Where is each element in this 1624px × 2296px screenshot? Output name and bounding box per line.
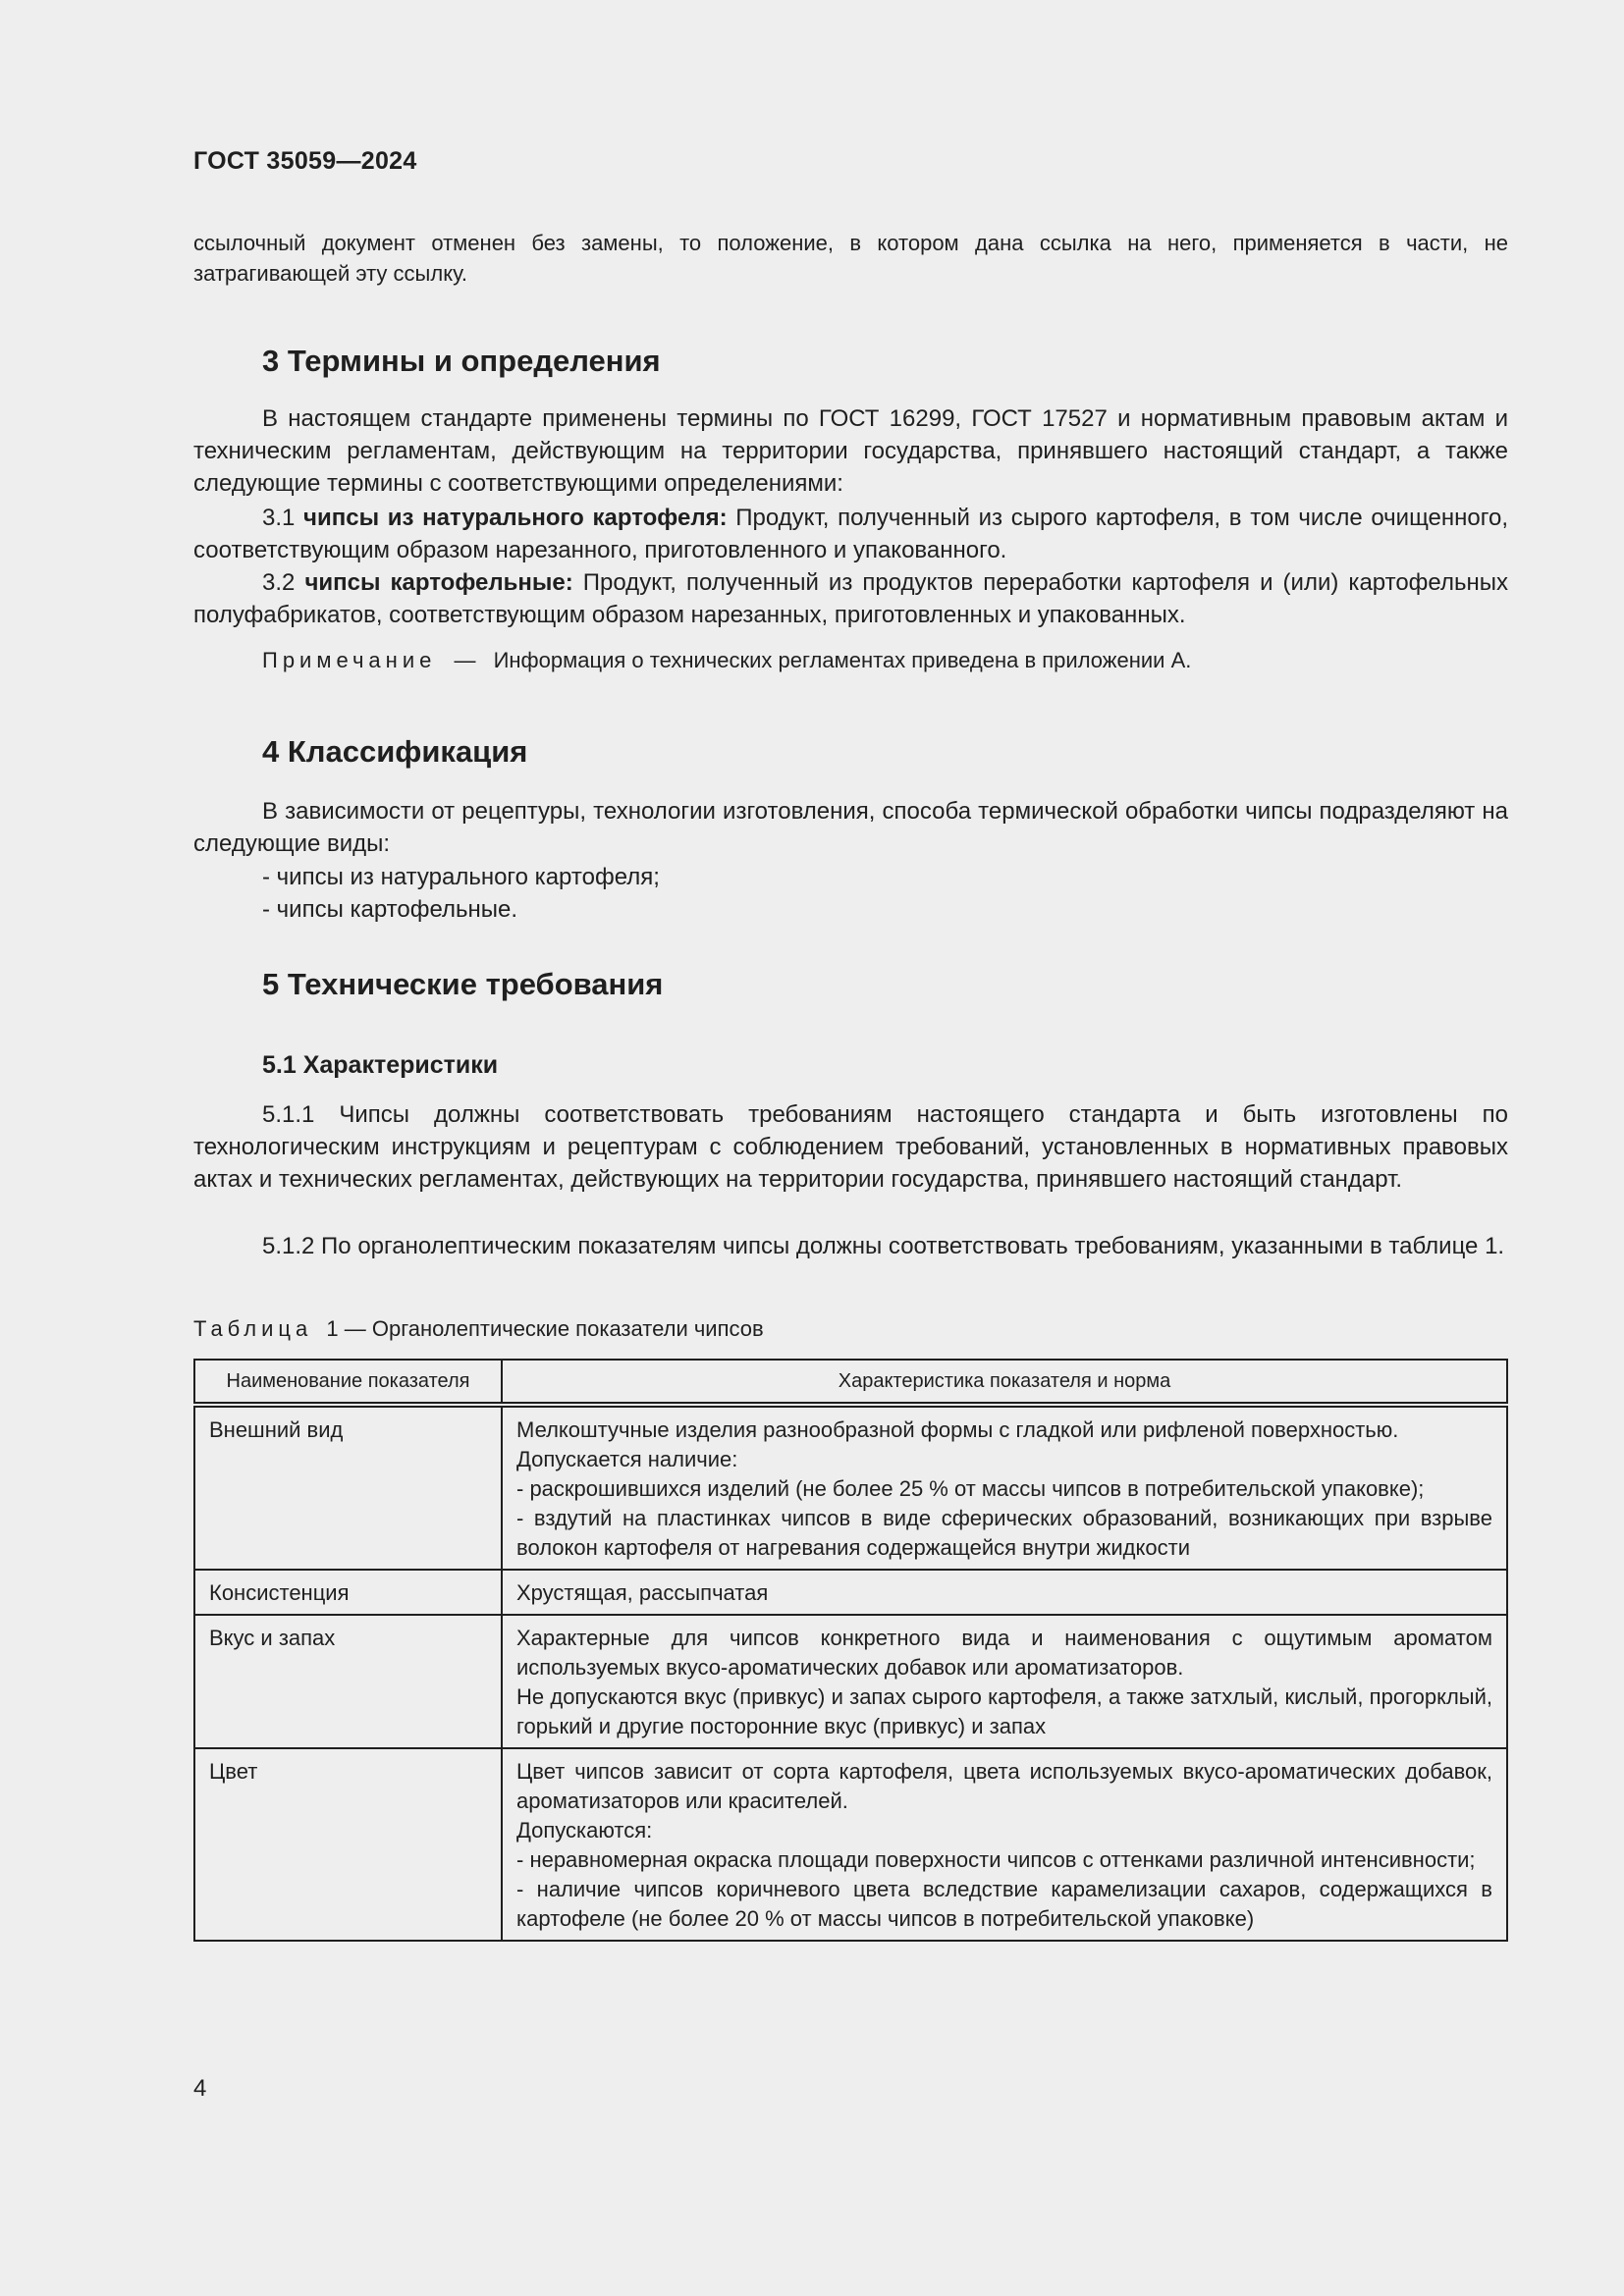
table-caption-label: Таблица (193, 1316, 313, 1341)
table-cell-description (502, 1748, 1507, 1941)
table-cell-line: - наличие чипсов коричневого цвета вследствие карамелизации сахаров, содержащихся в картофеле (не более 20 % от массы чипсов в потребительской упаковке) (516, 1877, 1492, 1931)
table-cell-line: Не допускаются вкус (привкус) и запах сырого картофеля, а также затхлый, кислый, прогорклый, горький и другие посторонние вкус (привкус) и запах (516, 1684, 1492, 1738)
table-cell-description (502, 1615, 1507, 1748)
list-item: - чипсы из натурального картофеля; (262, 864, 660, 890)
table-caption (193, 1316, 764, 1342)
section-3-heading: 3 Термины и определения (262, 344, 661, 378)
section-3-paragraph: В настоящем стандарте применены термины по ГОСТ 16299, ГОСТ 17527 и нормативным правовым актам и техническим регламентам, действующим на территории государства, принявшего настоящий стандарт, а также следующие термины с соответствующими определениями: (193, 405, 1508, 497)
table-cell-line: - неравномерная окраска площади поверхности чипсов с оттенками различной интенсивности; (516, 1847, 1476, 1872)
table-row (194, 1570, 1507, 1615)
table-cell-line: Характерные для чипсов конкретного вида и наименования с ощутимым ароматом используемых вкусо-ароматических добавок или ароматизаторов. (516, 1626, 1492, 1680)
subsection-5-1-heading: 5.1 Характеристики (262, 1051, 499, 1079)
note (262, 648, 1191, 673)
list-item: - чипсы картофельные. (262, 896, 518, 923)
table-row (194, 1748, 1507, 1941)
paragraph-5-1-1: 5.1.1 Чипсы должны соответствовать требованиям настоящего стандарта и быть изготовлены по технологическим инструкциям и рецептурам с соблюдением требований, установленных в нормативных правовых актах и технических регламентах, действующих на территории государства, принявшего настоящий стандарт. (193, 1101, 1508, 1193)
table-cell-indicator: Цвет (194, 1748, 502, 1941)
table-cell-description (502, 1570, 1507, 1615)
document-header-title: ГОСТ 35059—2024 (193, 147, 417, 175)
term-3-2-number: 3.2 (262, 569, 296, 596)
term-3-2-term: чипсы картофельные: (304, 569, 573, 596)
table-header-cell: Наименование показателя (194, 1360, 502, 1405)
term-3-1-term: чипсы из натурального картофеля: (303, 505, 728, 531)
table-cell-indicator: Внешний вид (194, 1405, 502, 1570)
table-cell-indicator: Вкус и запах (194, 1615, 502, 1748)
table-cell-description (502, 1405, 1507, 1570)
table-row (194, 1615, 1507, 1748)
term-3-2-definition: Продукт, полученный из продуктов переработки картофеля и (или) картофельных полуфабрикатов, соответствующим образом нарезанных, приготовленных и упакованных. (193, 569, 1508, 628)
section-5-heading: 5 Технические требования (262, 967, 664, 1001)
table-cell-line: - вздутий на пластинках чипсов в виде сферических образований, возникающих при взрыве волокон картофеля от нагревания содержащейся внутри жидкости (516, 1506, 1492, 1560)
table-cell-line: Допускается наличие: (516, 1447, 738, 1471)
table-caption-text: 1 — Органолептические показатели чипсов (326, 1316, 764, 1341)
table-header-cell: Характеристика показателя и норма (502, 1360, 1507, 1405)
paragraph-5-1-2: 5.1.2 По органолептическим показателям чипсы должны соответствовать требованиям, указанными в таблице 1. (262, 1233, 1505, 1259)
note-dash: — (454, 648, 476, 672)
document-page (193, 0, 1508, 2296)
table-header-row (194, 1360, 1507, 1405)
continued-paragraph: ссылочный документ отменен без замены, то положение, в котором дана ссылка на него, применяется в части, не затрагивающей эту ссылку. (193, 231, 1508, 286)
table-cell-line: Хрустящая, рассыпчатая (516, 1580, 769, 1605)
table-cell-line: Цвет чипсов зависит от сорта картофеля, цвета используемых вкусо-ароматических добавок, ароматизаторов или красителей. (516, 1759, 1492, 1813)
table-cell-line: Допускаются: (516, 1818, 653, 1842)
term-3-1-number: 3.1 (262, 505, 296, 531)
table-row (194, 1405, 1507, 1570)
table-cell-line: - раскрошившихся изделий (не более 25 % от массы чипсов в потребительской упаковке); (516, 1476, 1425, 1501)
organoleptic-table (193, 1359, 1508, 1942)
note-text: Информация о технических регламентах приведена в приложении А. (493, 648, 1192, 672)
note-label: Примечание (262, 648, 437, 672)
term-3-1-definition: Продукт, полученный из сырого картофеля, в том числе очищенного, соответствующим образом нарезанного, приготовленного и упакованного. (193, 505, 1509, 563)
table-cell-line: Мелкоштучные изделия разнообразной формы с гладкой или рифленой поверхностью. (516, 1417, 1399, 1442)
term-3-1 (193, 502, 1508, 566)
section-4-heading: 4 Классификация (262, 734, 528, 769)
table-cell-indicator: Консистенция (194, 1570, 502, 1615)
term-3-2 (193, 566, 1508, 631)
page-number: 4 (193, 2075, 207, 2102)
section-4-paragraph: В зависимости от рецептуры, технологии изготовления, способа термической обработки чипсы подразделяют на следующие виды: (193, 798, 1508, 857)
